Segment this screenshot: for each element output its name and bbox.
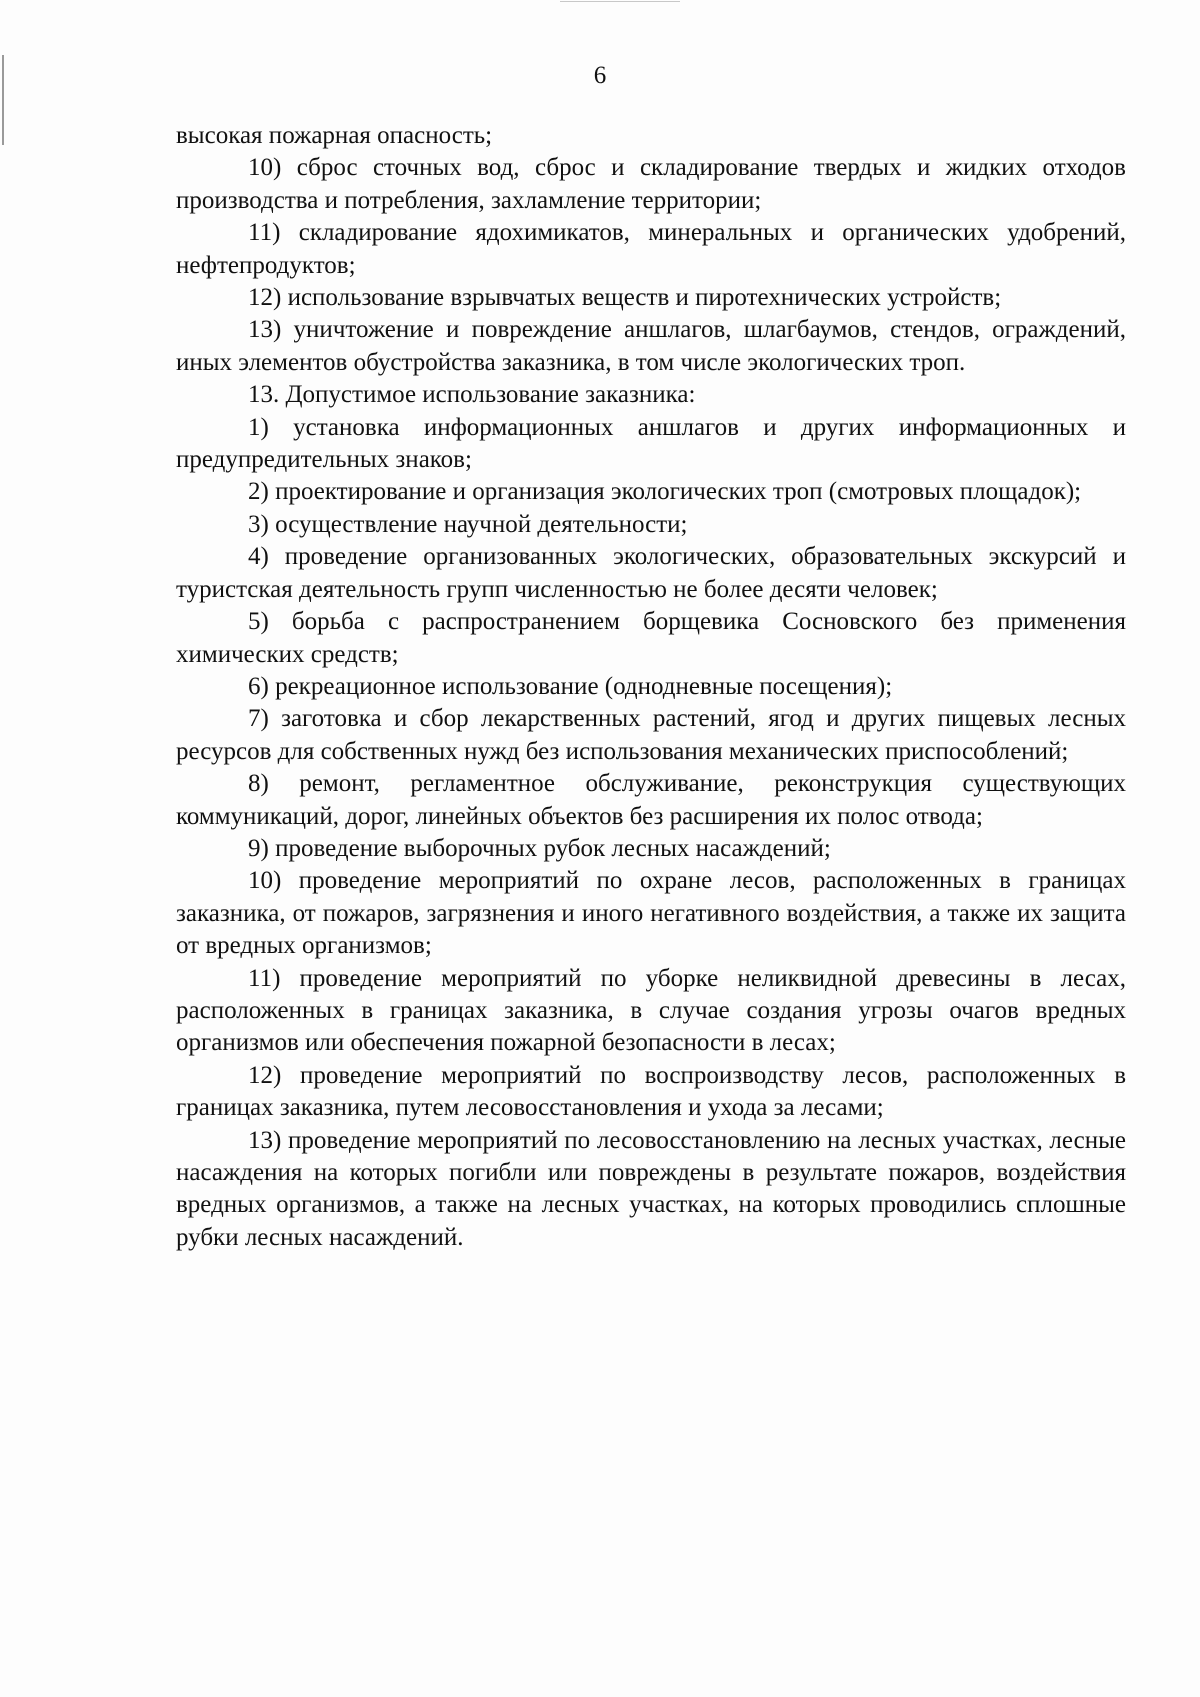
paragraph: 12) использование взрывчатых веществ и пиротехнических устройств; <box>248 284 1002 312</box>
paragraph: высокая пожарная опасность; <box>176 122 493 149</box>
paragraph: 4) проведение организованных экологических, образовательных экскурсий и туристская деятельность групп численностью не более десяти человек; <box>176 543 1126 603</box>
paragraph: 6) рекреационное использование (однодневные посещения); <box>248 672 893 700</box>
paragraph: 10) проведение мероприятий по охране лесов, расположенных в границах заказника, от пожаров, загрязнения и иного негативного воздействия, а также их защита от вредных организмов; <box>176 867 1126 960</box>
paragraph: 8) ремонт, регламентное обслуживание, реконструкция существующих коммуникаций, дорог, линейных объектов без расширения их полос отвода; <box>176 770 1126 830</box>
paragraph: 13) проведение мероприятий по лесовосстановлению на лесных участках, лесные насаждения на которых погибли или повреждены в результате пожаров, воздействия вредных организмов, а также на лесных участках, на которых проводились сплошные рубки лесных насаждений. <box>176 1126 1126 1251</box>
page-number: 6 <box>593 62 607 89</box>
paragraph: 10) сброс сточных вод, сброс и складирование твердых и жидких отходов производства и потребления, захламление территории; <box>176 154 1126 214</box>
paragraph: 12) проведение мероприятий по воспроизводству лесов, расположенных в границах заказника, путем лесовосстановления и ухода за лесами; <box>176 1061 1126 1122</box>
scan-edge-mark <box>560 1 680 2</box>
paragraph: 11) проведение мероприятий по уборке неликвидной древесины в лесах, расположенных в границах заказника, в случае создания угрозы очагов вредных организмов или обеспечения пожарной безопасности в лесах; <box>176 964 1126 1057</box>
paragraph: 13) уничтожение и повреждение аншлагов, шлагбаумов, стендов, ограждений, иных элементов обустройства заказника, в том числе экологических троп. <box>176 316 1126 376</box>
section-heading: 13. Допустимое использование заказника: <box>248 381 696 409</box>
paragraph: 9) проведение выборочных рубок лесных насаждений; <box>248 834 831 862</box>
paragraph: 5) борьба с распространением борщевика Сосновского без применения химических средств; <box>176 608 1126 668</box>
paragraph: 2) проектирование и организация экологических троп (смотровых площадок); <box>248 478 1082 506</box>
paragraph: 7) заготовка и сбор лекарственных растений, ягод и других пищевых лесных ресурсов для собственных нужд без использования механических приспособлений; <box>176 705 1126 765</box>
paragraph: 3) осуществление научной деятельности; <box>248 510 688 538</box>
paragraph: 11) складирование ядохимикатов, минеральных и органических удобрений, нефтепродуктов; <box>176 219 1126 279</box>
paragraph: 1) установка информационных аншлагов и других информационных и предупредительных знаков; <box>176 413 1126 474</box>
document-body <box>176 120 1126 1254</box>
